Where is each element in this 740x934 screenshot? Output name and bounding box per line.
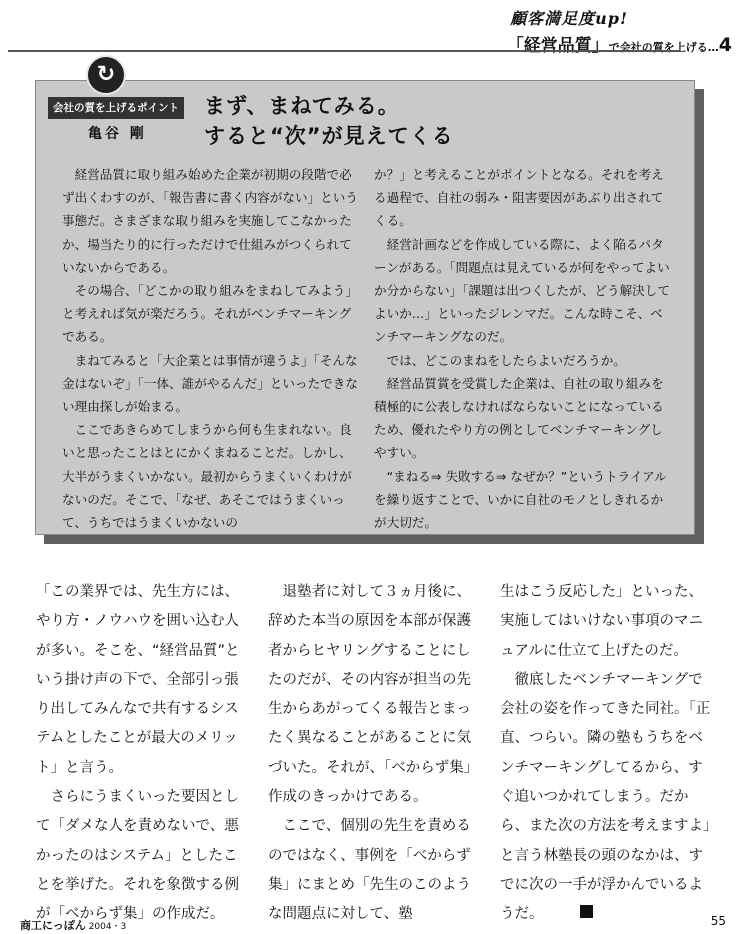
magazine-logo: 商工にっぽん [20, 919, 86, 932]
article-paragraph-text: 徹底したベンチマーキングで会社の姿を作ってきた同社。「正直、つらい。隣の塾もうちをベンチマーキングしてるから、すぐ追いつかれてしまう。だから、また次の方法を考えますよ」と言う林塾長の頭のなかは、すでに次の一手が浮かんでいるようだ。 [500, 671, 711, 923]
page-number: 55 [710, 914, 726, 928]
box-paragraph: ここであきらめてしまうから何も生まれない。良いと思ったことはとにかくまねることだ。しかし、大半がうまくいかない。最初からうまくいくわけがないのだ。そこで、「なぜ、あそこではうまくいって、うちではうまくいかないの [62, 422, 352, 531]
box-column-right [374, 163, 674, 534]
box-paragraph: 経営品質賞を受賞した企業は、自社の取り組みを積極的に公表しなければならないことになっているため、優れたやり方の例としてベンチマーキングしやすい。 [374, 375, 664, 461]
box-paragraph: まねてみると「大企業とは事情が違うよ」「そんな金はないぞ」「一体、誰がやるんだ」といったできない理由探しが始まる。 [62, 352, 358, 415]
point-label: 会社の質を上げるポイント [48, 97, 184, 119]
article-column-2 [268, 578, 480, 930]
author-name: 亀谷 剛 [88, 126, 147, 142]
article-paragraph: 生はこう反応した」といった、実施してはいけない事項のマニュアルに仕立て上げたのだ。 [500, 584, 703, 659]
box-paragraph: “まねる⇒ 失敗する⇒ なぜか？”というトライアルを繰り返すことで、いかに自社のモノとしきれるかが大切だ。 [374, 468, 667, 531]
article-paragraph: 「この業界では、先生方には、やり方・ノウハウを囲い込む人が多い。そこを、“経営品質”という掛け声の下で、全部引っ張り出してみんなで共有するシステムとしたことが最大のメリット」と言う。 [36, 584, 240, 776]
series-subtitle [507, 31, 732, 56]
article-paragraph: 退塾者に対して３ヵ月後に、辞めた本当の原因を本部が保護者からヒヤリングすることにしたのだが、その内容が担当の先生からあがってくる報告とまったく異なることがあることに気づいた。それが、「べからず集」作成のきっかけである。 [268, 584, 479, 806]
point-box [35, 62, 695, 535]
box-paragraph: 経営計画などを作成している際に、よく陥るパターンがある。「問題点は見えているが何をやってよいか分からない」「課題は出つくしたが、どう解決してよいか…」といったジレンマだ。こんな時こそ、ベンチマーキングなのだ。 [374, 236, 670, 345]
rotate-arrow-icon: ↻ [86, 55, 126, 95]
article-paragraph: さらにうまくいった要因として「ダメな人を責めないで、悪かったのはシステム」としたことを挙げた。それを象徴する例が「べからず集」の作成だ。 [36, 789, 239, 923]
footer-magazine [20, 917, 126, 933]
box-paragraph: その場合、「どこかの取り組みをまねしてみよう」と考えれば気が楽だろう。それがベンチマーキングである。 [62, 283, 358, 345]
series-title: 顧客満足度up! [510, 9, 628, 28]
subtitle-main: 「経営品質」 [506, 36, 609, 56]
subtitle-sub: で会社の質を上げる… [608, 41, 719, 54]
box-title-line-2: すると“次”が見えてくる [204, 124, 454, 148]
box-column-left [62, 163, 362, 534]
header-rule [8, 50, 680, 52]
box-title-line-1: まず、まねてみる。 [204, 94, 400, 118]
box-paragraph: では、どこのまねをしたらよいだろうか。 [386, 352, 626, 368]
page-header [507, 6, 732, 56]
article-paragraph: ここで、個別の先生を責めるのではなく、事例を「べからず集」にまとめ「先生のこのような問題点に対して、塾 [268, 818, 471, 923]
end-mark-icon [580, 905, 593, 918]
article-paragraph [500, 666, 712, 930]
subtitle-number: 4 [718, 34, 732, 56]
box-paragraph: か？」と考えることがポイントとなる。それを考える過程で、自社の弱み・阻害要因があぶり出されてくる。 [374, 167, 664, 229]
issue-date: 2004・3 [88, 922, 127, 932]
article-column-1 [36, 578, 248, 930]
article-column-3 [500, 578, 712, 930]
box-paragraph: 経営品質に取り組み始めた企業が初期の段階で必ず出くわすのが、「報告書に書く内容がない」という事態だ。さまざまな取り組みを実施してこなかったか、場当たり的に行っただけで仕組みがつくられていないからである。 [62, 167, 358, 275]
box-title [204, 91, 454, 151]
